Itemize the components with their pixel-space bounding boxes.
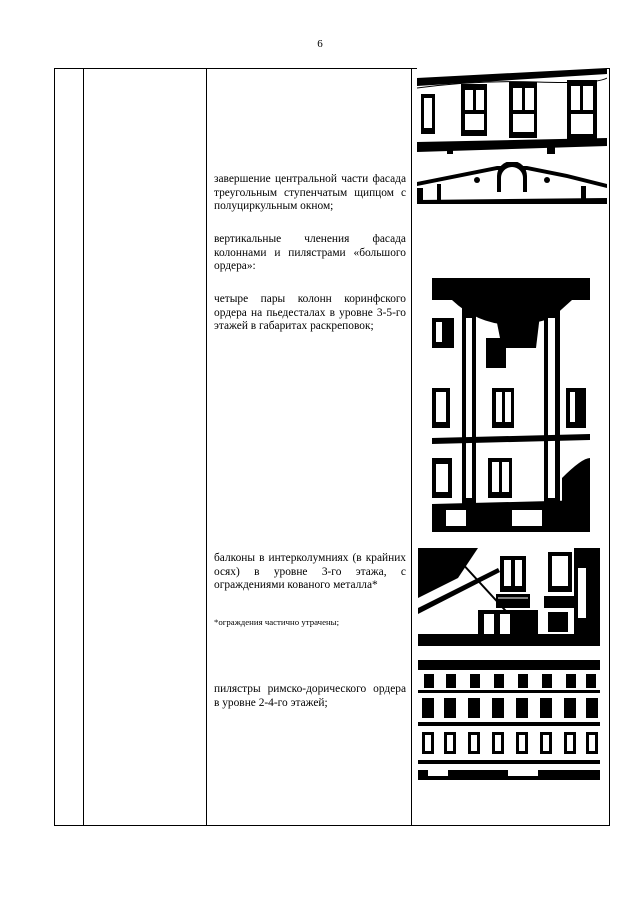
corinthian-columns-photo (432, 278, 590, 532)
row-footnote-railings: *ограждения частично утрачены; (214, 617, 340, 627)
row-text-pilasters: пилястры римско-дорического ордера в уровне 2-4-го этажей; (214, 683, 406, 709)
page-number: 6 (317, 38, 323, 50)
row-text-columns: четыре пары колонн коринфского ордера на пьедесталах в уровне 3-5-го этажей в габаритах раскреповок; (214, 293, 406, 332)
column-divider-2 (206, 68, 207, 826)
facade-windows-photo (417, 68, 607, 154)
row-text-balconies: балконы в интерколумниях (в крайних осях) в уровне 3-го этажа, с ограждениями кованого металла* (214, 552, 406, 591)
balconies-photo (418, 548, 600, 646)
pilasters-photo (418, 660, 600, 780)
pediment-photo (417, 162, 607, 204)
row-text-vertical-divisions: вертикальные членения фасада колоннами и пилястрами «большого ордера»: (214, 233, 406, 272)
row-text-pediment: завершение центральной части фасада треугольным ступенчатым щипцом с полуциркульным окном; (214, 173, 406, 212)
column-divider-1 (83, 68, 84, 826)
column-divider-3 (411, 68, 412, 826)
